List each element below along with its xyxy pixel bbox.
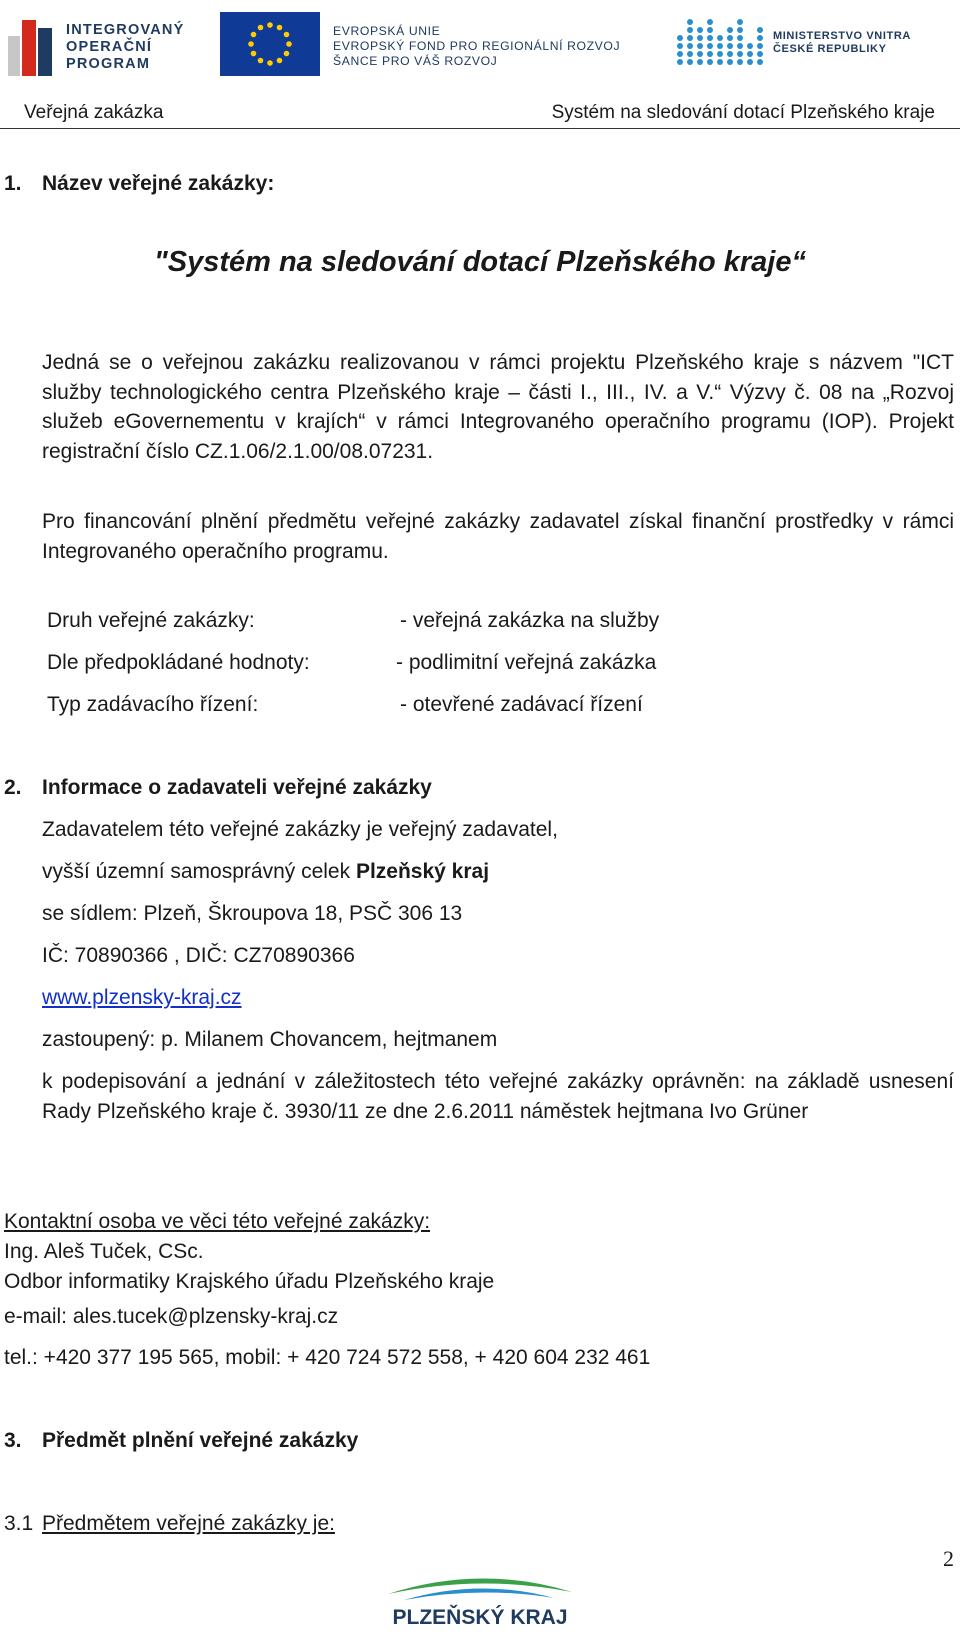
section-heading: Informace o zadavateli veřejné zakázky bbox=[42, 776, 432, 799]
header-left-text: Veřejná zakázka bbox=[24, 102, 164, 123]
financing-paragraph: Pro financování plnění předmětu veřejné zakázky zadavatel získal finanční prostředky v rámci Integrovaného operačního programu. bbox=[42, 510, 954, 563]
contracting-authority-line: Zadavatelem této veřejné zakázky je veřejný zadavatel, bbox=[42, 818, 558, 841]
subsection-number: 3.1 bbox=[4, 1512, 34, 1535]
ministry-logo-line: ČESKÉ REPUBLIKY bbox=[773, 43, 887, 55]
page-number: 2 bbox=[943, 1546, 954, 1571]
plzensky-kraj-logo bbox=[374, 1570, 586, 1630]
section-number: 1. bbox=[4, 172, 22, 195]
contact-phone: tel.: +420 377 195 565, mobil: + 420 724 572 558, + 420 604 232 461 bbox=[4, 1346, 651, 1369]
section-number: 2. bbox=[4, 776, 22, 799]
header-divider bbox=[0, 128, 960, 129]
eu-logo-line: EVROPSKÝ FOND PRO REGIONÁLNÍ ROZVOJ bbox=[333, 39, 621, 53]
ministry-logo-text bbox=[773, 30, 911, 56]
authority-name-line bbox=[42, 860, 489, 884]
contact-email: e-mail: ales.tucek@plzensky-kraj.cz bbox=[4, 1305, 339, 1328]
subsection-heading: Předmětem veřejné zakázky je: bbox=[42, 1512, 335, 1535]
plzensky-kraj-logo-text: PLZEŇSKÝ KRAJ bbox=[392, 1606, 568, 1629]
ids-line: IČ: 70890366 , DIČ: CZ70890366 bbox=[42, 944, 355, 967]
eu-logo-line: EVROPSKÁ UNIE bbox=[333, 24, 441, 38]
ministry-logo-line: MINISTERSTVO VNITRA bbox=[773, 30, 911, 42]
iop-logo-line: INTEGROVANÝ bbox=[66, 22, 185, 38]
website-link[interactable]: www.plzensky-kraj.cz bbox=[42, 986, 242, 1009]
authorization-paragraph: k podepisování a jednání v záležitostech této veřejné zakázky oprávněn: na základě usnesení Rady Plzeňského kraje č. 3930/11 ze dne 2.6.2011 náměstek hejtmana Ivo Grüner bbox=[42, 1070, 954, 1123]
iop-logo-line: OPERAČNÍ bbox=[66, 39, 153, 55]
info-value: - otevřené zadávací řízení bbox=[400, 693, 643, 716]
authority-prefix: vyšší územní samosprávný celek bbox=[42, 860, 356, 883]
eu-logo-text bbox=[333, 24, 620, 69]
authority-name: Plzeňský kraj bbox=[355, 860, 490, 883]
info-label: Typ zadávacího řízení: bbox=[47, 693, 259, 716]
contact-name: Ing. Aleš Tuček, CSc. bbox=[4, 1240, 204, 1263]
address-line: se sídlem: Plzeň, Škroupova 18, PSČ 306 13 bbox=[42, 902, 463, 925]
iop-logo-icon bbox=[8, 20, 52, 76]
info-value: - podlimitní veřejná zakázka bbox=[396, 651, 657, 674]
represented-by-line: zastoupený: p. Milanem Chovancem, hejtmanem bbox=[42, 1028, 498, 1051]
contact-heading: Kontaktní osoba ve věci této veřejné zakázky: bbox=[4, 1210, 431, 1233]
iop-logo bbox=[8, 12, 188, 76]
plzensky-kraj-logo-icon bbox=[374, 1570, 586, 1630]
eu-flag-icon bbox=[220, 12, 320, 76]
section-heading: Název veřejné zakázky: bbox=[42, 172, 275, 195]
project-paragraph: Jedná se o veřejnou zakázku realizovanou v rámci projektu Plzeňského kraje s názvem "ICT služby technologického centra Plzeňského kraje – části I., III., IV. a V.“ Výzvy č. 08 na „Rozvoj služeb eGovernementu v krajích“ v rámci Integrovaného operačního programu (IOP). Projekt registrační číslo CZ.1.06/2.1.00/08.07231. bbox=[42, 351, 954, 463]
ministry-logo-icon bbox=[674, 12, 774, 68]
section-heading: Předmět plnění veřejné zakázky bbox=[42, 1429, 359, 1452]
document-title: "Systém na sledování dotací Plzeňského kraje“ bbox=[153, 246, 806, 278]
section-number: 3. bbox=[4, 1429, 22, 1452]
header-right-text: Systém na sledování dotací Plzeňského kraje bbox=[551, 102, 935, 123]
info-label: Dle předpokládané hodnoty: bbox=[47, 651, 310, 674]
eu-logo-line: ŠANCE PRO VÁŠ ROZVOJ bbox=[333, 54, 498, 68]
iop-logo-line: PROGRAM bbox=[66, 56, 151, 72]
contact-department: Odbor informatiky Krajského úřadu Plzeňského kraje bbox=[4, 1270, 495, 1293]
info-label: Druh veřejné zakázky: bbox=[47, 609, 255, 632]
info-value: - veřejná zakázka na služby bbox=[400, 609, 660, 632]
